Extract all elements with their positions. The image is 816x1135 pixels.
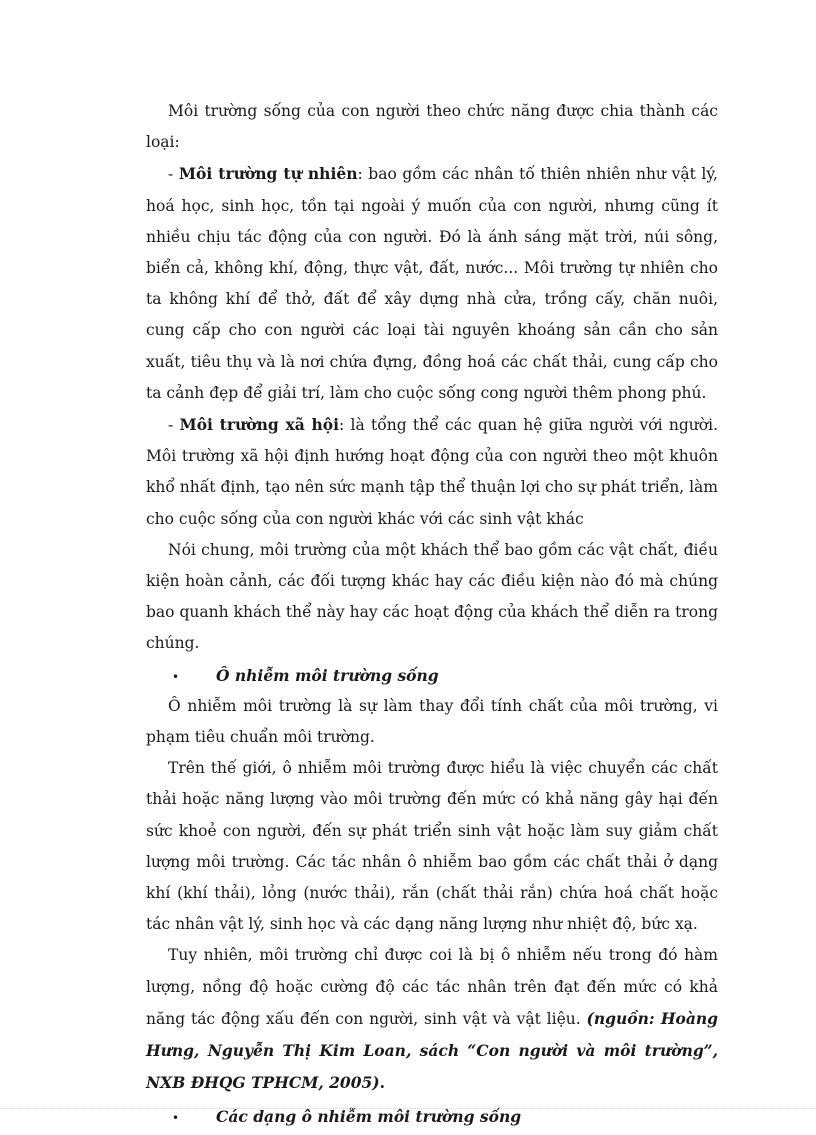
summary-paragraph: Nói chung, môi trường của một khách thể bao gồm các vật chất, điều kiện hoàn cảnh, các đối tượng khác hay các điều kiện nào đó mà chúng bao quanh khách thể này hay các hoạt động của khách thể diễn ra trong chúng. [146, 540, 718, 653]
pollution-definition-paragraph: Ô nhiễm môi trường là sự làm thay đổi tính chất của môi trường, vi phạm tiêu chuẩn môi trường. [146, 696, 718, 747]
natural-environment-term: Môi trường tự nhiên [178, 164, 358, 184]
page-bottom-border [0, 1108, 816, 1109]
social-environment-text: : là tổng thể các quan hệ giữa người với người. Môi trường xã hội định hướng hoạt động của con người theo một khuôn khổ nhất định, tạo nên sức mạnh tập thể thuận lợi cho sự phát triển, làm cho cuộc sống của con người khác với các sinh vật khác [146, 416, 718, 528]
pollution-condition-text: Tuy nhiên, môi trường chỉ được coi là bị ô nhiễm nếu trong đó hàm lượng, nồng độ hoặc cường độ các tác nhân trên đạt đến mức có khả năng tác động xấu đến con người, sinh vật và vật liệu. [146, 946, 718, 1028]
bullet-icon: • [172, 1111, 180, 1126]
pollution-types-heading-text: Các dạng ô nhiễm môi trường sống [216, 1107, 522, 1127]
natural-environment-text: : bao gồm các nhân tố thiên nhiên như vật lý, hoá học, sinh học, tồn tại ngoài ý muốn của con người, nhưng cũng ít nhiều chịu tác động của con người. Đó là ánh sáng mặt trời, núi sông, biển cả, không khí, động, thực vật, đất, nước... Môi trường tự nhiên cho ta không khí để thở, đất để xây dựng nhà cửa, trồng cấy, chăn nuôi, cung cấp cho con người các loại tài nguyên khoáng sản cần cho sản xuất, tiêu thụ và là nơi chứa đựng, đồng hoá các chất thải, cung cấp cho ta cảnh đẹp để giải trí, làm cho cuộc sống cong người thêm phong phú. [146, 165, 718, 402]
document-body [146, 96, 718, 1133]
pollution-heading-text: Ô nhiễm môi trường sống [216, 665, 439, 685]
social-environment-term: Môi trường xã hội [179, 415, 340, 435]
social-environment-paragraph [146, 409, 718, 535]
pollution-types-heading [146, 1101, 718, 1132]
pollution-condition-paragraph [146, 940, 718, 1099]
dash: - [168, 416, 180, 435]
dash: - [168, 165, 179, 184]
intro-paragraph: Môi trường sống của con người theo chức năng được chia thành các loại: [146, 102, 718, 152]
citation: (nguồn: Hoàng Hưng, Nguyễn Thị Kim Loan, sách “Con người và môi trường”, NXB ĐHQG TPHCM, 2005) [146, 1008, 718, 1093]
pollution-heading [146, 660, 718, 691]
pollution-world-paragraph: Trên thế giới, ô nhiễm môi trường được hiểu là việc chuyển các chất thải hoặc năng lượng vào môi trường đến mức có khả năng gây hại đến sức khoẻ con người, đến sự phát triển sinh vật hoặc làm suy giảm chất lượng môi trường. Các tác nhân ô nhiễm bao gồm các chất thải ở dạng khí (khí thải), lỏng (nước thải), rắn (chất thải rắn) chứa hoá chất hoặc tác nhân vật lý, sinh học và các dạng năng lượng như nhiệt độ, bức xạ. [146, 759, 718, 934]
citation-end: . [379, 1073, 386, 1093]
bullet-icon: • [172, 669, 180, 684]
natural-environment-paragraph [146, 158, 718, 409]
